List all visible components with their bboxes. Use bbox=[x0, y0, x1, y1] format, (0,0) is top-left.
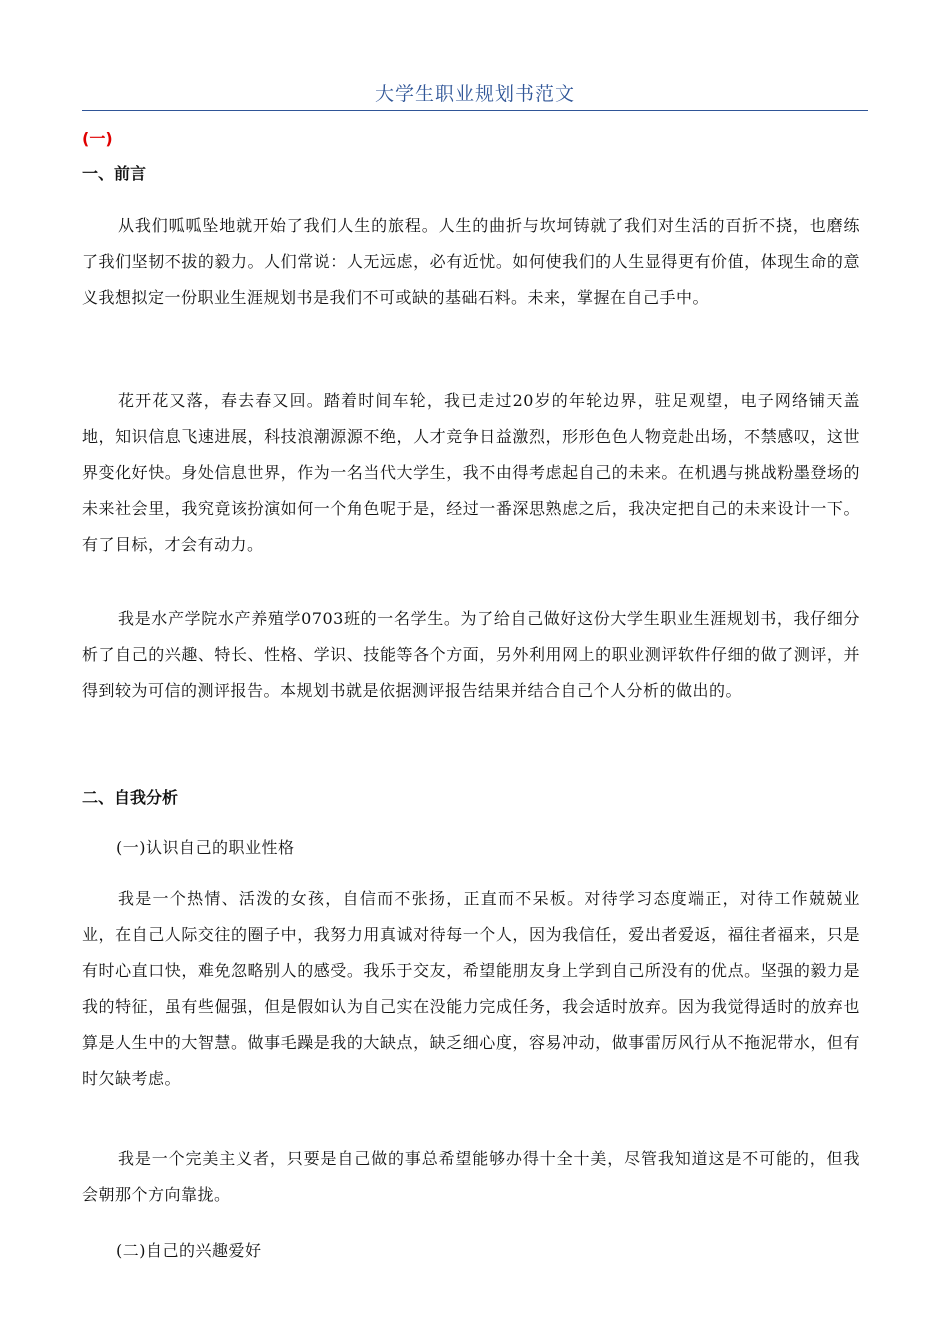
paragraph-preface-1: 从我们呱呱坠地就开始了我们人生的旅程。人生的曲折与坎坷铸就了我们对生活的百折不挠，也磨练了我们坚韧不拔的毅力。人们常说：人无远虑，必有近忧。如何使我们的人生显得更有价值，体现生命的意义我想拟定一份职业生涯规划书是我们不可或缺的基础石料。未来，掌握在自己手中。 bbox=[82, 216, 860, 307]
heading-preface: 一、前言 bbox=[82, 164, 147, 183]
document-header bbox=[82, 80, 868, 111]
heading-self-analysis: 二、自我分析 bbox=[82, 788, 179, 807]
document-title: 大学生职业规划书范文 bbox=[374, 83, 575, 105]
section-marker: (一) bbox=[82, 129, 113, 148]
paragraph-personality-2: 我是一个完美主义者，只要是自己做的事总希望能够办得十全十美，尽管我知道这是不可能的，但我会朝那个方向靠拢。 bbox=[82, 1149, 860, 1204]
paragraph-personality-1: 我是一个热情、活泼的女孩，自信而不张扬，正直而不呆板。对待学习态度端正，对待工作兢兢业业，在自己人际交往的圈子中，我努力用真诚对待每一个人，因为我信任，爱出者爱返，福往者福来，只是有时心直口快，难免忽略别人的感受。我乐于交友，希望能朋友身上学到自己所没有的优点。坚强的毅力是我的特征，虽有些倔强，但是假如认为自己实在没能力完成任务，我会适时放弃。因为我觉得适时的放弃也算是人生中的大智慧。做事毛躁是我的大缺点，缺乏细心度，容易冲动，做事雷厉风行从不拖泥带水，但有时欠缺考虑。 bbox=[82, 889, 860, 1088]
subheading-personality: (一)认识自己的职业性格 bbox=[116, 838, 295, 857]
paragraph-preface-2: 花开花又落，春去春又回。踏着时间车轮，我已走过20岁的年轮边界，驻足观望，电子网络铺天盖地，知识信息飞速进展，科技浪潮源源不绝，人才竞争日益激烈，形形色色人物竞赴出场，不禁感叹，这世界变化好快。身处信息世界，作为一名当代大学生，我不由得考虑起自己的未来。在机遇与挑战粉墨登场的未来社会里，我究竟该扮演如何一个角色呢于是，经过一番深思熟虑之后，我决定把自己的未来设计一下。有了目标，才会有动力。 bbox=[82, 391, 860, 554]
subheading-interests: (二)自己的兴趣爱好 bbox=[116, 1241, 262, 1260]
document-page bbox=[82, 0, 868, 1344]
paragraph-preface-3: 我是水产学院水产养殖学0703班的一名学生。为了给自己做好这份大学生职业生涯规划书，我仔细分析了自己的兴趣、特长、性格、学识、技能等各个方面，另外利用网上的职业测评软件仔细的做了测评，并得到较为可信的测评报告。本规划书就是依据测评报告结果并结合自己个人分析的做出的。 bbox=[82, 609, 860, 700]
